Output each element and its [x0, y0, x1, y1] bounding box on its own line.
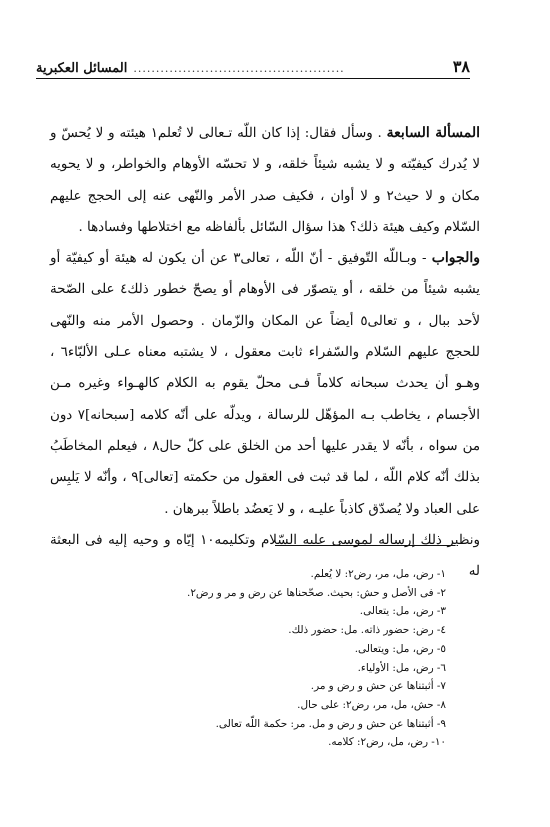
- footnote-separator: [275, 545, 455, 546]
- section-label-answer: والجواب: [431, 250, 480, 267]
- paragraph-answer-text: - وبـاللّه التّوفيق - أنّ اللّه ، تعالى٣ عن أن يكون له هيئة أو كيفيّة أو يشبه شيئاً من خلقه ، أو يتصوّر فى الأوهام أو يصحّ خطور ذلك٤ على الصّحة لأحد ببال ، و تعالى٥ أيضاً عن المكان والزّمان . وحصول الأمر منه والنّهى للحجج عليهم السّلام والسّفراء ثابت معقول ، لا يشتبه معناه عـلى الألبّاء٦ ، وهـو أن يحدث سبحانه كلاماً فـى محلّ يقوم به الكلام كالهـواء وغيره مـن الأجسام ، يخاطب بـه المؤهّل للرسالة ، ويدلّه على أنّه كلامه [سبحانه]٧ دون من سواه ، بأنّه لا يقدر عليها أحد من الخلق على كلّ حال٨ ، فيعلم المخاطَبُ بذلك أنّه كلام اللّه ، لما قد ثبت فى العقول من حكمته [تعالى]٩ ، وأنّه لا يَلبِس على العباد ولا يُصدّق كاذباً عليـه ، و لا يَعضُد باطلاً ببرهان .: [50, 251, 481, 517]
- footnote-4: ٤- رض: حضور ذاته. مل: حضور ذلك.: [288, 624, 446, 637]
- footnote-1: ١- رض، مل، مر، رض٢: لا يُعلم.: [310, 568, 446, 580]
- footnote-2: ٢- فى الأصل و حش: بحيث. صحّحناها عن رض و مر و رض٢.: [187, 586, 446, 599]
- footnote-9: ٩- أثبتناها عن حش و رض و مل. مر: حكمة اللّه تعالى.: [215, 717, 446, 730]
- footnotes: [66, 565, 446, 752]
- paragraph-question-text: . وسأل فقال: إذا كان اللّه تـعالى لا تُعلم١ هيئته و لا يُحسّ و لا يُدرك كيفيّته و لا يشبه شيئاً خلقه، و لا تحسّه الأوهام والخواطر، و لا يحويه مكان و لا حيث٢ و لا أوان ، فكيف صدر الأمر والنّهى عنه إلى الحجج عليهم السّلام وكيف هيئة ذلك؟ هذا سؤال السّائل بألفاظه مع اختلاطها وفسادها .: [50, 126, 480, 235]
- footnote-6: ٦- رض، مل: الأولياء.: [357, 661, 446, 674]
- section-label-question: المسألة السابعة: [386, 125, 480, 141]
- main-text: [50, 118, 480, 587]
- page-number: ٣٨: [452, 57, 470, 76]
- paragraph-question: [50, 118, 480, 243]
- header-leader-dots: ...............................................: [133, 62, 345, 75]
- paragraph-answer: [50, 243, 480, 525]
- footnote-8: ٨- حش، مل، مر، رض٢: على حال.: [297, 698, 446, 711]
- footnote-3: ٣- رض، مل: يتعالى.: [359, 605, 446, 618]
- running-title: المسائل العكبرية: [36, 61, 128, 76]
- footnote-10: ١٠- رض، مل، رض٢: كلامه.: [328, 736, 446, 749]
- paragraph-analogy-text: ونظير ذلك إرساله لموسى عليه السّلام وتكليمه١٠ إيّاه و وحيه إليه فى البعثة له: [50, 532, 480, 580]
- footnote-5: ٥- رض، مل: ويتعالى.: [354, 642, 446, 655]
- page-header: [36, 50, 470, 79]
- footnote-7: ٧- أثبتناها عن حش و رض و مر.: [310, 680, 446, 693]
